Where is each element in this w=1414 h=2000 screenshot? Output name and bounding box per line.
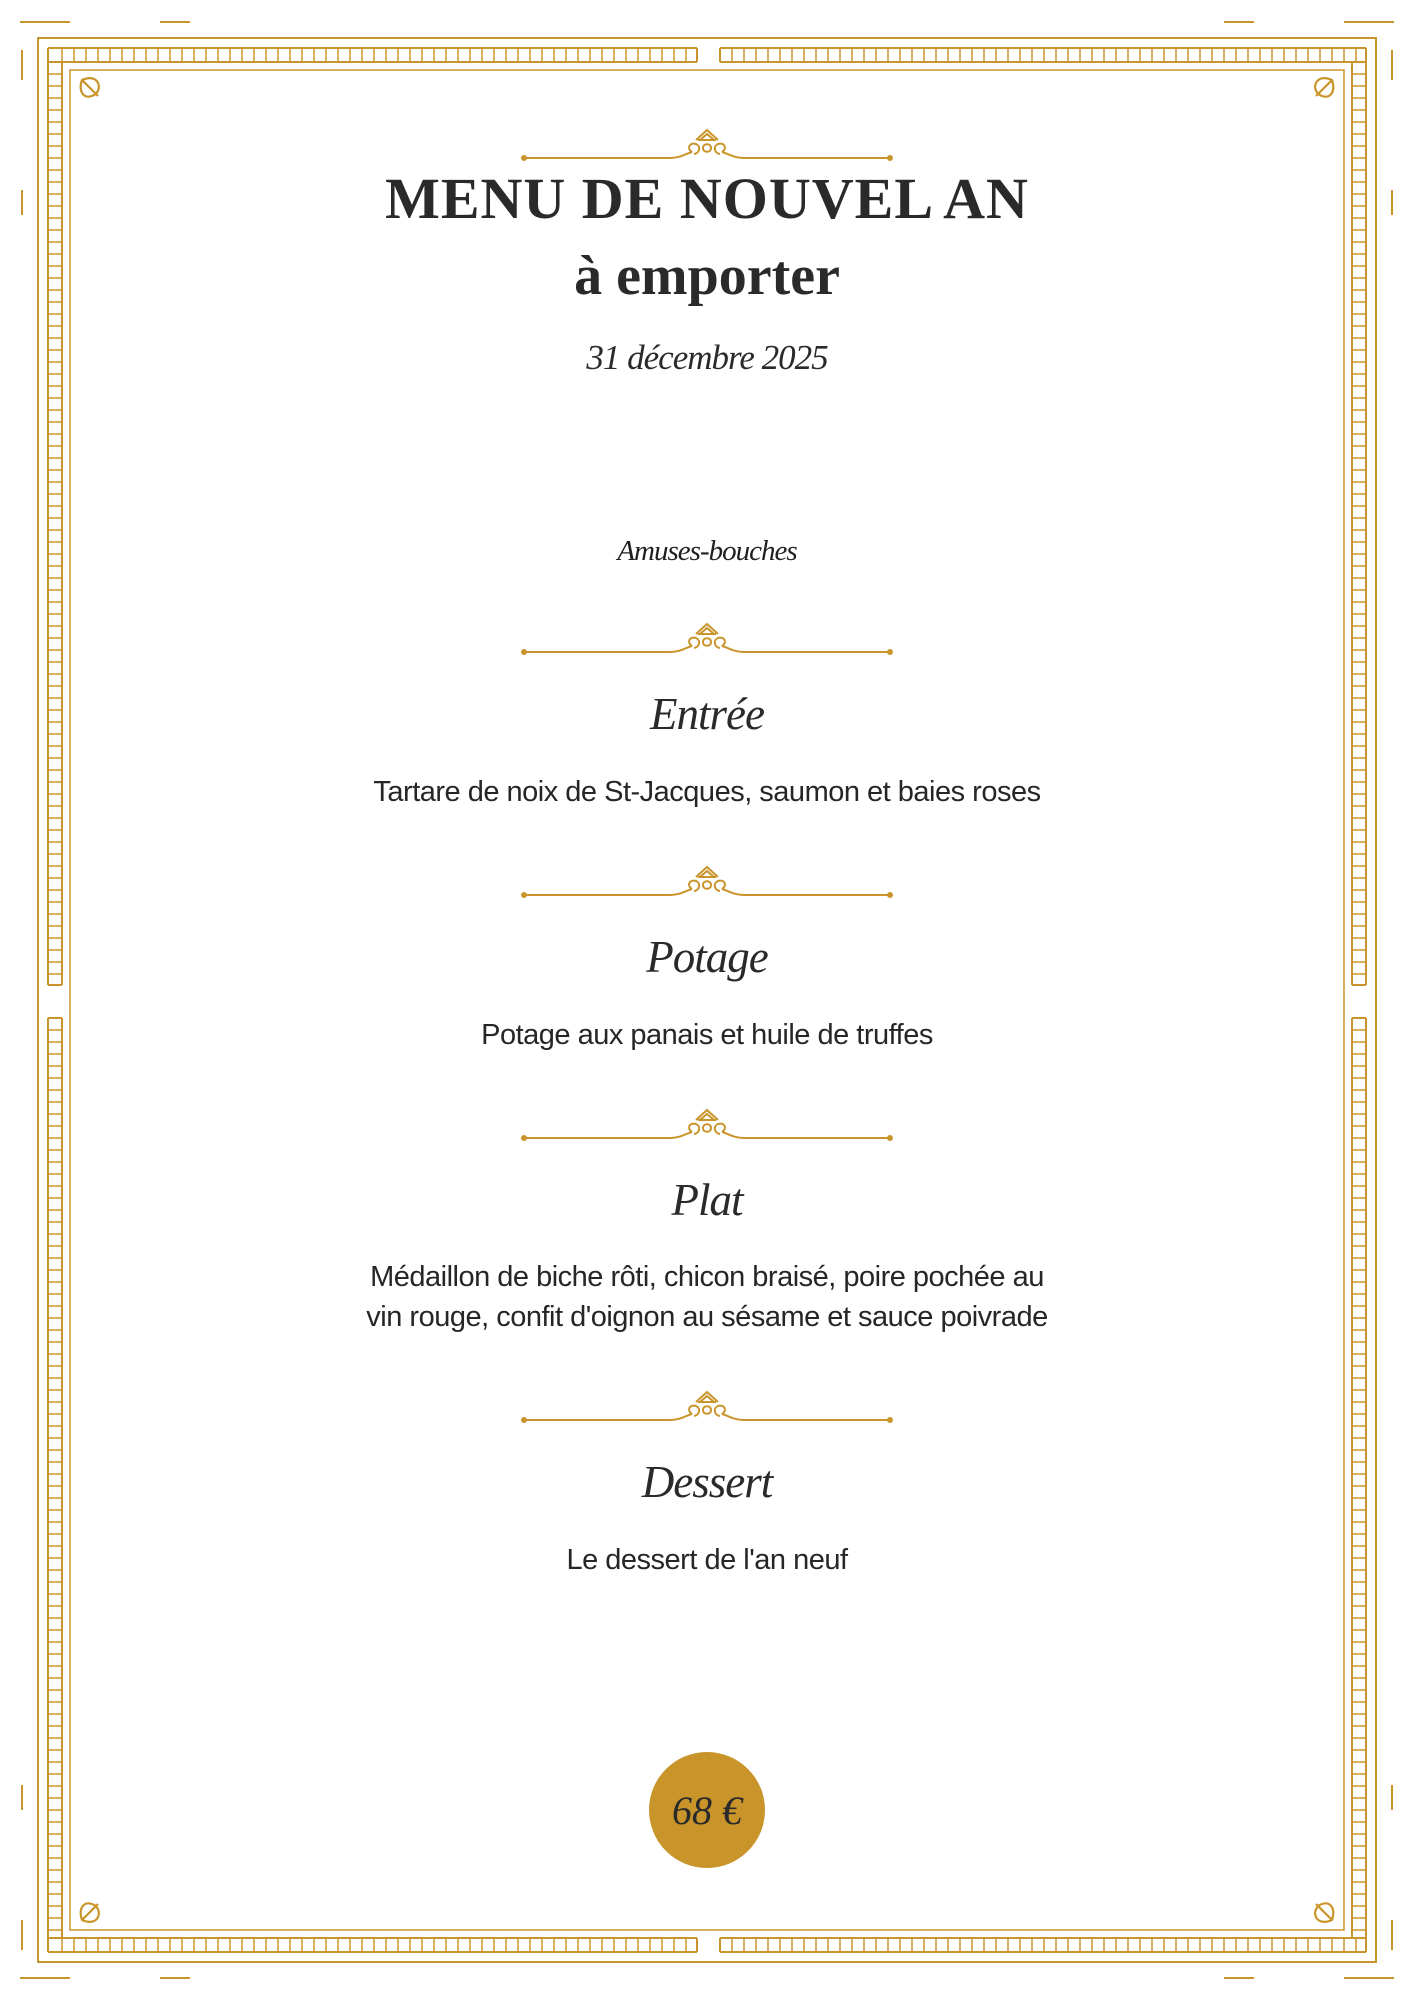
course-desc-plat-line2: vin rouge, confit d'oignon au sésame et sauce poivrade — [366, 1301, 1048, 1333]
scroll-divider-icon — [520, 118, 894, 168]
amuse-bouches-label: Amuses-bouches — [617, 535, 797, 567]
course-desc-potage: Potage aux panais et huile de truffes — [481, 1019, 933, 1051]
scroll-divider-icon — [520, 612, 894, 662]
page-subtitle: à emporter — [574, 245, 840, 307]
course-title-potage: Potage — [646, 932, 768, 982]
price-badge: 68 € — [649, 1752, 765, 1868]
leaf-corner-icon — [1315, 1903, 1333, 1922]
course-desc-plat-line1: Médaillon de biche rôti, chicon braisé, poire pochée au — [370, 1261, 1044, 1293]
leaf-corner-icon — [81, 1903, 99, 1922]
leaf-corner-icon — [81, 78, 99, 97]
scroll-divider-icon — [520, 855, 894, 905]
page-title: MENU DE NOUVEL AN — [385, 166, 1029, 231]
scroll-divider-icon — [520, 1380, 894, 1430]
scroll-divider-icon — [520, 1098, 894, 1148]
course-desc-entree: Tartare de noix de St-Jacques, saumon et baies roses — [373, 776, 1041, 808]
leaf-corner-icon — [1315, 78, 1333, 97]
course-title-plat: Plat — [671, 1175, 743, 1225]
course-title-entree: Entrée — [650, 689, 764, 739]
menu-date: 31 décembre 2025 — [586, 338, 828, 377]
course-title-dessert: Dessert — [641, 1457, 773, 1507]
course-desc-dessert: Le dessert de l'an neuf — [566, 1544, 848, 1576]
